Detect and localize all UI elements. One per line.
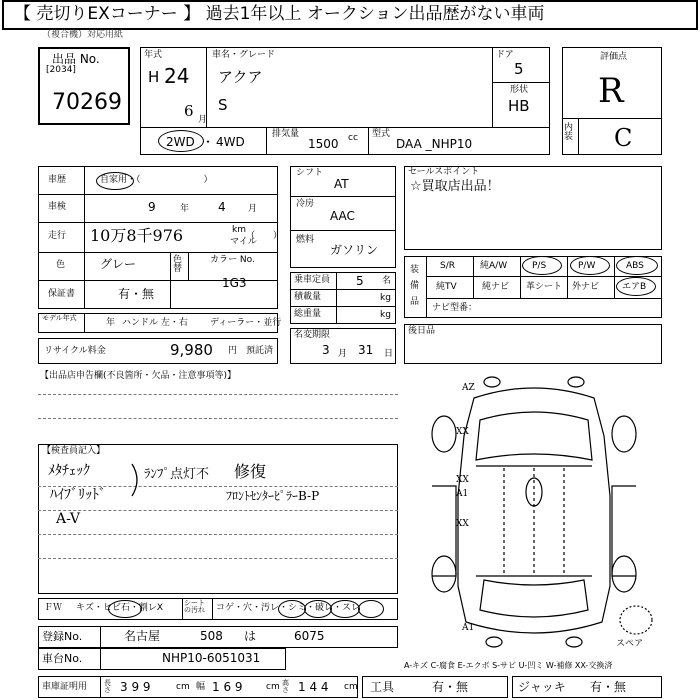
registration-number: 6075 (294, 629, 325, 643)
chassis-label: 車台No. (42, 652, 83, 665)
equipment-label: 装備品 (410, 265, 420, 307)
cert-h: 1 4 4 (298, 680, 329, 694)
page-title: 【 売切りEXコーナー 】 過去1年以上 オークション出品歴がない車両 (14, 4, 545, 24)
mark-xx-3: XX (456, 519, 469, 529)
body-label: 形状 (510, 85, 529, 95)
lot-code: [2034] (46, 65, 76, 75)
mark-az: AZ (462, 383, 475, 393)
fuel-value: ガソリン (330, 243, 379, 257)
color-code-label: カラー No. (210, 255, 255, 265)
fw-items: キズ・ヒビ石・割レX (76, 603, 163, 613)
inspector-label: 【検査員記入】 (42, 446, 106, 456)
type-value: DAA _NHP10 (396, 137, 473, 151)
cert-len: 3 9 9 (120, 680, 151, 694)
circle-fw-tear (330, 600, 360, 618)
recycle-unit: 円 (228, 346, 238, 356)
drive-4wd: 4WD (216, 135, 245, 149)
mileage-label: 走行 (48, 231, 67, 241)
inspector-note-2: ﾊｲﾌﾞﾘｯﾄﾞ (50, 487, 106, 503)
fuel-label: 燃料 (296, 235, 315, 245)
displacement-value: 1500 (308, 137, 339, 151)
cert-len-label: 長さ (104, 679, 111, 694)
tools-value: 有・無 (432, 680, 469, 694)
inspection-month: 4 (218, 200, 226, 214)
jack-value: 有・無 (590, 680, 627, 694)
name-change-month-unit: 月 (338, 349, 348, 359)
equip-sr: S/R (440, 261, 455, 271)
jack-label: ジャッキ (518, 680, 566, 694)
fw-label: ＦＷ (44, 603, 63, 613)
inspection-month-unit: 月 (248, 204, 258, 214)
history-value: 自家用・（ ） (100, 175, 213, 185)
circle-airbag (616, 277, 656, 296)
name-change-day-unit: 日 (384, 349, 394, 359)
cert-len-unit: cm (176, 682, 190, 692)
body-value: HB (508, 97, 530, 115)
weight-label: 総重量 (294, 309, 322, 319)
registration-place: 名古屋 (124, 629, 161, 643)
color-change-label: 色替 (173, 255, 183, 274)
aircon-label: 冷房 (296, 199, 315, 209)
spare-label: スペア (616, 639, 644, 649)
mark-a1-2: A1 (462, 623, 475, 633)
displacement-unit: cc (348, 133, 358, 143)
mileage-unit: km (232, 225, 246, 235)
inspector-note-1: ﾒﾀﾁｪｯｸ (48, 463, 90, 479)
circle-abs (616, 256, 658, 275)
history-label: 車歴 (48, 175, 67, 185)
inspector-note-6: ﾌﾛﾝﾄｾﾝﾀｰﾋﾟﾗｰB-P (226, 489, 320, 503)
score-value: R (598, 71, 624, 111)
mark-xx-2: XX (456, 475, 469, 485)
doors-value: 5 (514, 60, 524, 78)
mark-a1-1: A1 (456, 489, 469, 499)
model-label: 車名・グレード (212, 50, 276, 60)
cert-h-unit: cm (344, 682, 358, 692)
model-year-unit: 年 (106, 318, 116, 328)
name-change-month: 3 (322, 343, 330, 357)
mileage-value: 10万8千976 (90, 226, 184, 245)
recycle-note: 預託済 (246, 346, 274, 356)
inspection-year-unit: 年 (180, 204, 190, 214)
car-diagram (404, 376, 664, 656)
capacity-label: 乗車定員 (294, 275, 331, 285)
registration-kana: は (244, 629, 257, 643)
name-change-day: 31 (358, 343, 374, 357)
recycle-value: 9,980 (170, 341, 213, 359)
cert-label: 車庫証明用 (42, 682, 88, 692)
model-name: アクア (218, 68, 263, 86)
equip-abs: ABS (626, 261, 644, 271)
interior-label: 内装 (564, 123, 574, 142)
cert-w-label: 幅 (196, 682, 206, 692)
mileage-unit2: マイル (230, 237, 257, 247)
warranty-label: 保証書 (48, 289, 76, 299)
notes-label: 後日品 (408, 326, 436, 336)
cert-w: 1 6 9 (212, 680, 243, 694)
year-value: 24 (164, 64, 190, 88)
equip-tv: 純TV (436, 282, 457, 292)
circle-fw-rub (358, 600, 384, 618)
circle-fw-dirt (278, 600, 306, 618)
recycle-label: リサイクル料金 (44, 346, 106, 356)
bracket-mark (128, 462, 144, 498)
model-year-dealer: ディーラー・並行 (210, 318, 282, 328)
equip-ext-navi: 外ナビ (572, 282, 600, 292)
model-year-label: モデル年式 (42, 314, 77, 322)
load-unit: kg (380, 293, 391, 303)
interior-value: C (614, 124, 633, 152)
circle-fw-chip (108, 600, 142, 618)
mileage-paren: （ ） (246, 231, 283, 241)
cert-w-unit: cm (266, 682, 280, 692)
equip-navi-model: ナビ型番： (432, 303, 478, 313)
equip-pw: P/W (578, 261, 596, 271)
name-change-label: 名変期限 (294, 330, 331, 340)
mark-xx-1: XX (456, 427, 469, 437)
equip-ps: P/S (532, 261, 547, 271)
lot-label: 出品 No. (52, 52, 100, 66)
type-label: 型式 (372, 129, 391, 139)
fw-items2: コゲ・穴・汚レ・シミ・破レ・スレ (216, 603, 361, 613)
doors-label: ドア (496, 50, 514, 60)
year-month-unit: 月 (198, 115, 208, 125)
load-label: 積載量 (294, 292, 322, 302)
tools-label: 工具 (370, 680, 395, 694)
weight-unit: kg (380, 310, 391, 320)
report-label: 【出品店申告欄(不良箇所・欠品・注意事項等)】 (40, 371, 237, 381)
cert-h-label: 高さ (282, 679, 289, 694)
aircon-value: AAC (330, 209, 355, 223)
inspection-year: 9 (148, 200, 156, 214)
year-era: H (148, 68, 160, 86)
displacement-label: 排気量 (272, 129, 300, 139)
circle-fw-stain (304, 600, 332, 618)
year-month: 6 (184, 102, 194, 120)
shift-value: AT (334, 177, 349, 191)
shift-label: シフト (296, 168, 324, 178)
inspector-note-3: A-V (56, 511, 80, 527)
sales-point-value: ☆買取店出品！ (410, 179, 500, 194)
inspection-label: 車検 (48, 202, 67, 212)
equip-navi: 純ナビ (482, 282, 510, 292)
circle-pw (570, 256, 610, 275)
equip-aw: 純A/W (480, 261, 508, 271)
capacity-value: 5 (356, 274, 364, 288)
capacity-unit: 名 (382, 276, 392, 286)
equip-leather: 革シート (526, 282, 563, 292)
year-label: 年式 (144, 50, 163, 60)
drive-2wd: 2WD (166, 135, 195, 149)
model-grade: S (218, 96, 228, 114)
color-code: 1G3 (222, 276, 247, 290)
lot-number: 70269 (52, 90, 122, 115)
inspector-note-4: ﾗﾝﾌﾟ点灯不 (144, 467, 210, 482)
form-subtitle: （複合機）対応用紙 (42, 30, 124, 40)
score-label: 評価点 (600, 52, 628, 62)
inspector-box (38, 444, 398, 594)
chassis-value: NHP10-6051031 (162, 651, 261, 665)
model-year-handle: ハンドル 左・右 (122, 318, 188, 328)
equip-airbag: エアB (622, 282, 647, 292)
registration-class: 508 (200, 629, 223, 643)
legend-text: A-キズ C-腐食 E-エクボ S-サビ U-凹ミ W-補修 XX-交換済 (404, 661, 613, 670)
circle-ps (522, 256, 562, 275)
registration-label: 登録No. (42, 630, 83, 643)
fw-seat-label: シートの汚れ (184, 599, 205, 614)
drive-sep: ・ (202, 135, 215, 149)
color-value: グレー (100, 257, 137, 271)
inspector-note-5: 修復 (234, 462, 267, 481)
color-label: 色 (56, 260, 66, 270)
warranty-value: 有・無 (118, 287, 155, 301)
notes-box (404, 324, 662, 364)
sales-point-label: セールスポイント (408, 167, 480, 177)
